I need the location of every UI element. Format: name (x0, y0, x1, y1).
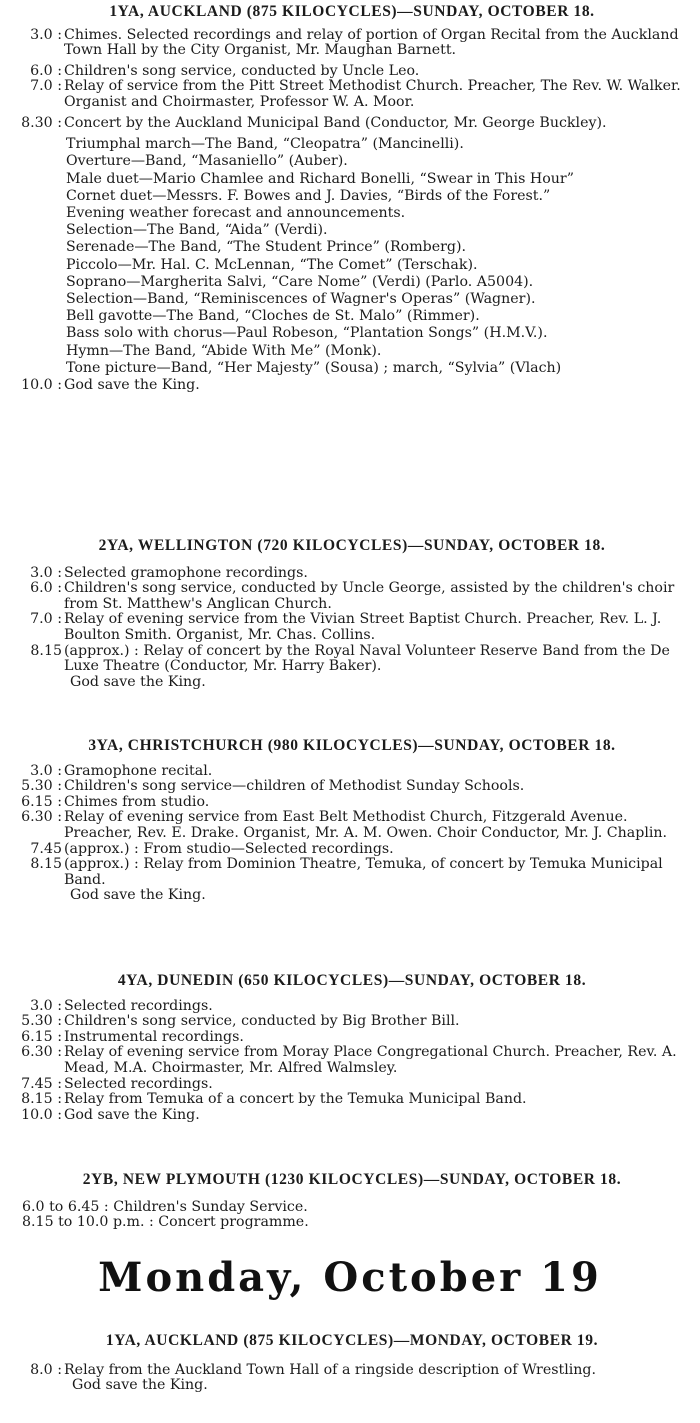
program-entry (0, 810, 700, 841)
program-entry (0, 1077, 700, 1093)
entry-text: Selected recordings. (64, 997, 213, 1014)
section-heading: 1YA, AUCKLAND (875 KILOCYCLES)—MONDAY, OCTOBER 19. (105, 1332, 599, 1349)
concert-item: Tone picture—Band, “Her Majesty” (Sousa) ; march, “Sylvia” (Vlach) (66, 359, 562, 376)
program-entry (0, 644, 700, 675)
entry-text: God save the King. (64, 1106, 200, 1123)
entry-time: 3.0 : (30, 564, 62, 581)
program-entry (0, 1030, 700, 1046)
entry-text: Relay from Temuka of a concert by the Temuka Municipal Band. (64, 1091, 527, 1108)
entry-time: 10.0 : (21, 377, 62, 393)
entry-time: 6.0 : (30, 62, 62, 79)
section-1ya-sunday (0, 4, 700, 394)
concert-item: Hymn—The Band, “Abide With Me” (Monk). (66, 342, 382, 359)
entry-time: 3.0 : (30, 26, 62, 43)
entry-time: 8.30 : (21, 114, 62, 131)
concert-item: Male duet—Mario Chamlee and Richard Bonelli, “Swear in This Hour” (66, 170, 574, 187)
program-entry (0, 1363, 700, 1379)
entry-time: 10.0 : (21, 1106, 62, 1123)
program-line: 6.0 to 6.45 : Children's Sunday Service. (22, 1198, 308, 1215)
program-entry (0, 79, 700, 110)
day-heading-block (0, 1254, 700, 1301)
entry-text: (approx.) : Relay of concert by the Royal Naval Volunteer Reserve Band from the De Luxe Theatre (Conductor, Mr. Harry Baker). (64, 642, 670, 675)
program-entry (0, 1045, 700, 1076)
entry-text: Relay of evening service from the Vivian Street Baptist Church. Preacher, Rev. L. J. Boulton Smith. Organist, Mr. Chas. Collins. (64, 611, 662, 643)
program-entry (0, 28, 700, 59)
program-entry (0, 999, 700, 1015)
concert-item: Bell gavotte—The Band, “Cloches de St. Malo” (Rimmer). (66, 308, 480, 325)
entry-text: Chimes. Selected recordings and relay of portion of Organ Recital from the Auckland Town Hall by the City Organist, Mr. Maughan Barnett. (64, 26, 679, 59)
entry-text: Relay of service from the Pitt Street Methodist Church. Preacher, The Rev. W. Walker. Organist and Choirmaster, Professor W. A. Moor. (64, 78, 681, 110)
concert-item: Overture—Band, “Masaniello” (Auber). (66, 153, 348, 170)
program-entry (0, 581, 700, 612)
entry-time: 5.30 : (21, 778, 62, 795)
concert-item: Selection—The Band, “Aida” (Verdi). (66, 222, 328, 239)
program-entry (0, 857, 700, 888)
entry-text: Chimes from studio. (64, 793, 210, 810)
entry-time: 6.30 : (21, 1044, 62, 1061)
entry-time: 6.30 : (21, 809, 62, 826)
entry-text: Instrumental recordings. (64, 1028, 244, 1045)
entry-text: Concert by the Auckland Municipal Band (Conductor, Mr. George Buckley). (64, 114, 607, 131)
entry-time: 3.0 : (30, 762, 62, 779)
entry-text: (approx.) : Relay from Dominion Theatre, Temuka, of concert by Temuka Municipal Band. (64, 856, 663, 888)
closing-line: God save the King. (72, 1377, 208, 1394)
entry-text: Children's song service—children of Methodist Sunday Schools. (64, 778, 525, 795)
program-entry (0, 378, 700, 394)
section-4ya-sunday (0, 973, 700, 1123)
concert-item: Piccolo—Mr. Hal. C. McLennan, “The Comet” (Terschak). (66, 256, 478, 273)
entry-time: 8.0 : (30, 1361, 62, 1378)
section-3ya-sunday (0, 738, 700, 904)
program-entry (0, 842, 700, 858)
closing-line: God save the King. (70, 887, 206, 904)
entry-time: 5.30 : (21, 1013, 62, 1030)
closing-line: God save the King. (70, 673, 206, 690)
entry-text: Relay of evening service from Moray Place Congregational Church. Preacher, Rev. A. Mead, M.A. Choirmaster, Mr. Alfred Walmsley. (64, 1044, 677, 1076)
program-entry (0, 1108, 700, 1124)
entry-text: Children's song service, conducted by Big Brother Bill. (64, 1013, 460, 1030)
concert-item: Triumphal march—The Band, “Cleopatra” (Mancinelli). (66, 136, 464, 153)
entry-text: Gramophone recital. (64, 762, 213, 779)
entry-text: Relay from the Auckland Town Hall of a ringside description of Wrestling. (64, 1361, 597, 1378)
concert-item: Evening weather forecast and announcements. (66, 204, 406, 221)
entry-text: Selected recordings. (64, 1075, 213, 1092)
program-entry (0, 1092, 700, 1108)
program-entry (0, 64, 700, 80)
section-2ya-sunday (0, 538, 700, 690)
section-heading: 1YA, AUCKLAND (875 KILOCYCLES)—SUNDAY, OCTOBER 18. (109, 3, 595, 20)
entry-time: 6.0 : (30, 580, 62, 597)
program-entry (0, 779, 700, 795)
section-1ya-monday (0, 1333, 700, 1394)
program-line: 8.15 to 10.0 p.m. : Concert programme. (22, 1214, 309, 1231)
entry-text: Selected gramophone recordings. (64, 564, 308, 581)
entry-time: 8.15 (30, 856, 62, 873)
entry-time: 7.45 : (21, 1075, 62, 1092)
concert-item: Bass solo with chorus—Paul Robeson, “Plantation Songs” (H.M.V.). (66, 325, 548, 342)
entry-time: 7.0 : (30, 78, 62, 95)
entry-time: 6.15 : (21, 1028, 62, 1045)
program-entry (0, 612, 700, 643)
program-entry (0, 116, 700, 132)
section-heading: 2YB, NEW PLYMOUTH (1230 KILOCYCLES)—SUNDAY, OCTOBER 18. (82, 1171, 622, 1188)
entry-text: (approx.) : From studio—Selected recordings. (64, 840, 394, 857)
entry-time: 7.0 : (30, 611, 62, 628)
section-heading: 3YA, CHRISTCHURCH (980 KILOCYCLES)—SUNDAY, OCTOBER 18. (88, 737, 616, 754)
concert-item: Serenade—The Band, “The Student Prince” (Romberg). (66, 239, 467, 256)
concert-item: Cornet duet—Messrs. F. Bowes and J. Davies, “Birds of the Forest.” (66, 187, 551, 204)
entry-text: Relay of evening service from East Belt Methodist Church, Fitzgerald Avenue. Preacher, Rev. E. Drake. Organist, Mr. A. M. Owen. Choir Conductor, Mr. J. Chaplin. (64, 809, 668, 841)
program-entry (0, 764, 700, 780)
concert-item: Soprano—Margherita Salvi, “Care Nome” (Verdi) (Parlo. A5004). (66, 273, 534, 290)
entry-time: 8.15 (30, 642, 62, 659)
entry-time: 7.45 (30, 840, 62, 857)
program-entry (0, 795, 700, 811)
program-entry (0, 1014, 700, 1030)
entry-text: Children's song service, conducted by Uncle George, assisted by the children's choir from St. Matthew's Anglican Church. (64, 580, 675, 612)
section-2yb-sunday (0, 1172, 700, 1231)
entry-time: 8.15 : (21, 1091, 62, 1108)
entry-time: 6.15 : (21, 793, 62, 810)
entry-text: God save the King. (64, 377, 200, 393)
entry-text: Children's song service, conducted by Uncle Leo. (64, 62, 420, 79)
section-heading: 4YA, DUNEDIN (650 KILOCYCLES)—SUNDAY, OCTOBER 18. (117, 972, 587, 989)
program-entry (0, 566, 700, 582)
section-heading: 2YA, WELLINGTON (720 KILOCYCLES)—SUNDAY, OCTOBER 18. (98, 537, 606, 554)
entry-time: 3.0 : (30, 997, 62, 1014)
day-heading: Monday, October 19 (98, 1254, 602, 1301)
concert-item: Selection—Band, “Reminiscences of Wagner's Operas” (Wagner). (66, 290, 536, 307)
